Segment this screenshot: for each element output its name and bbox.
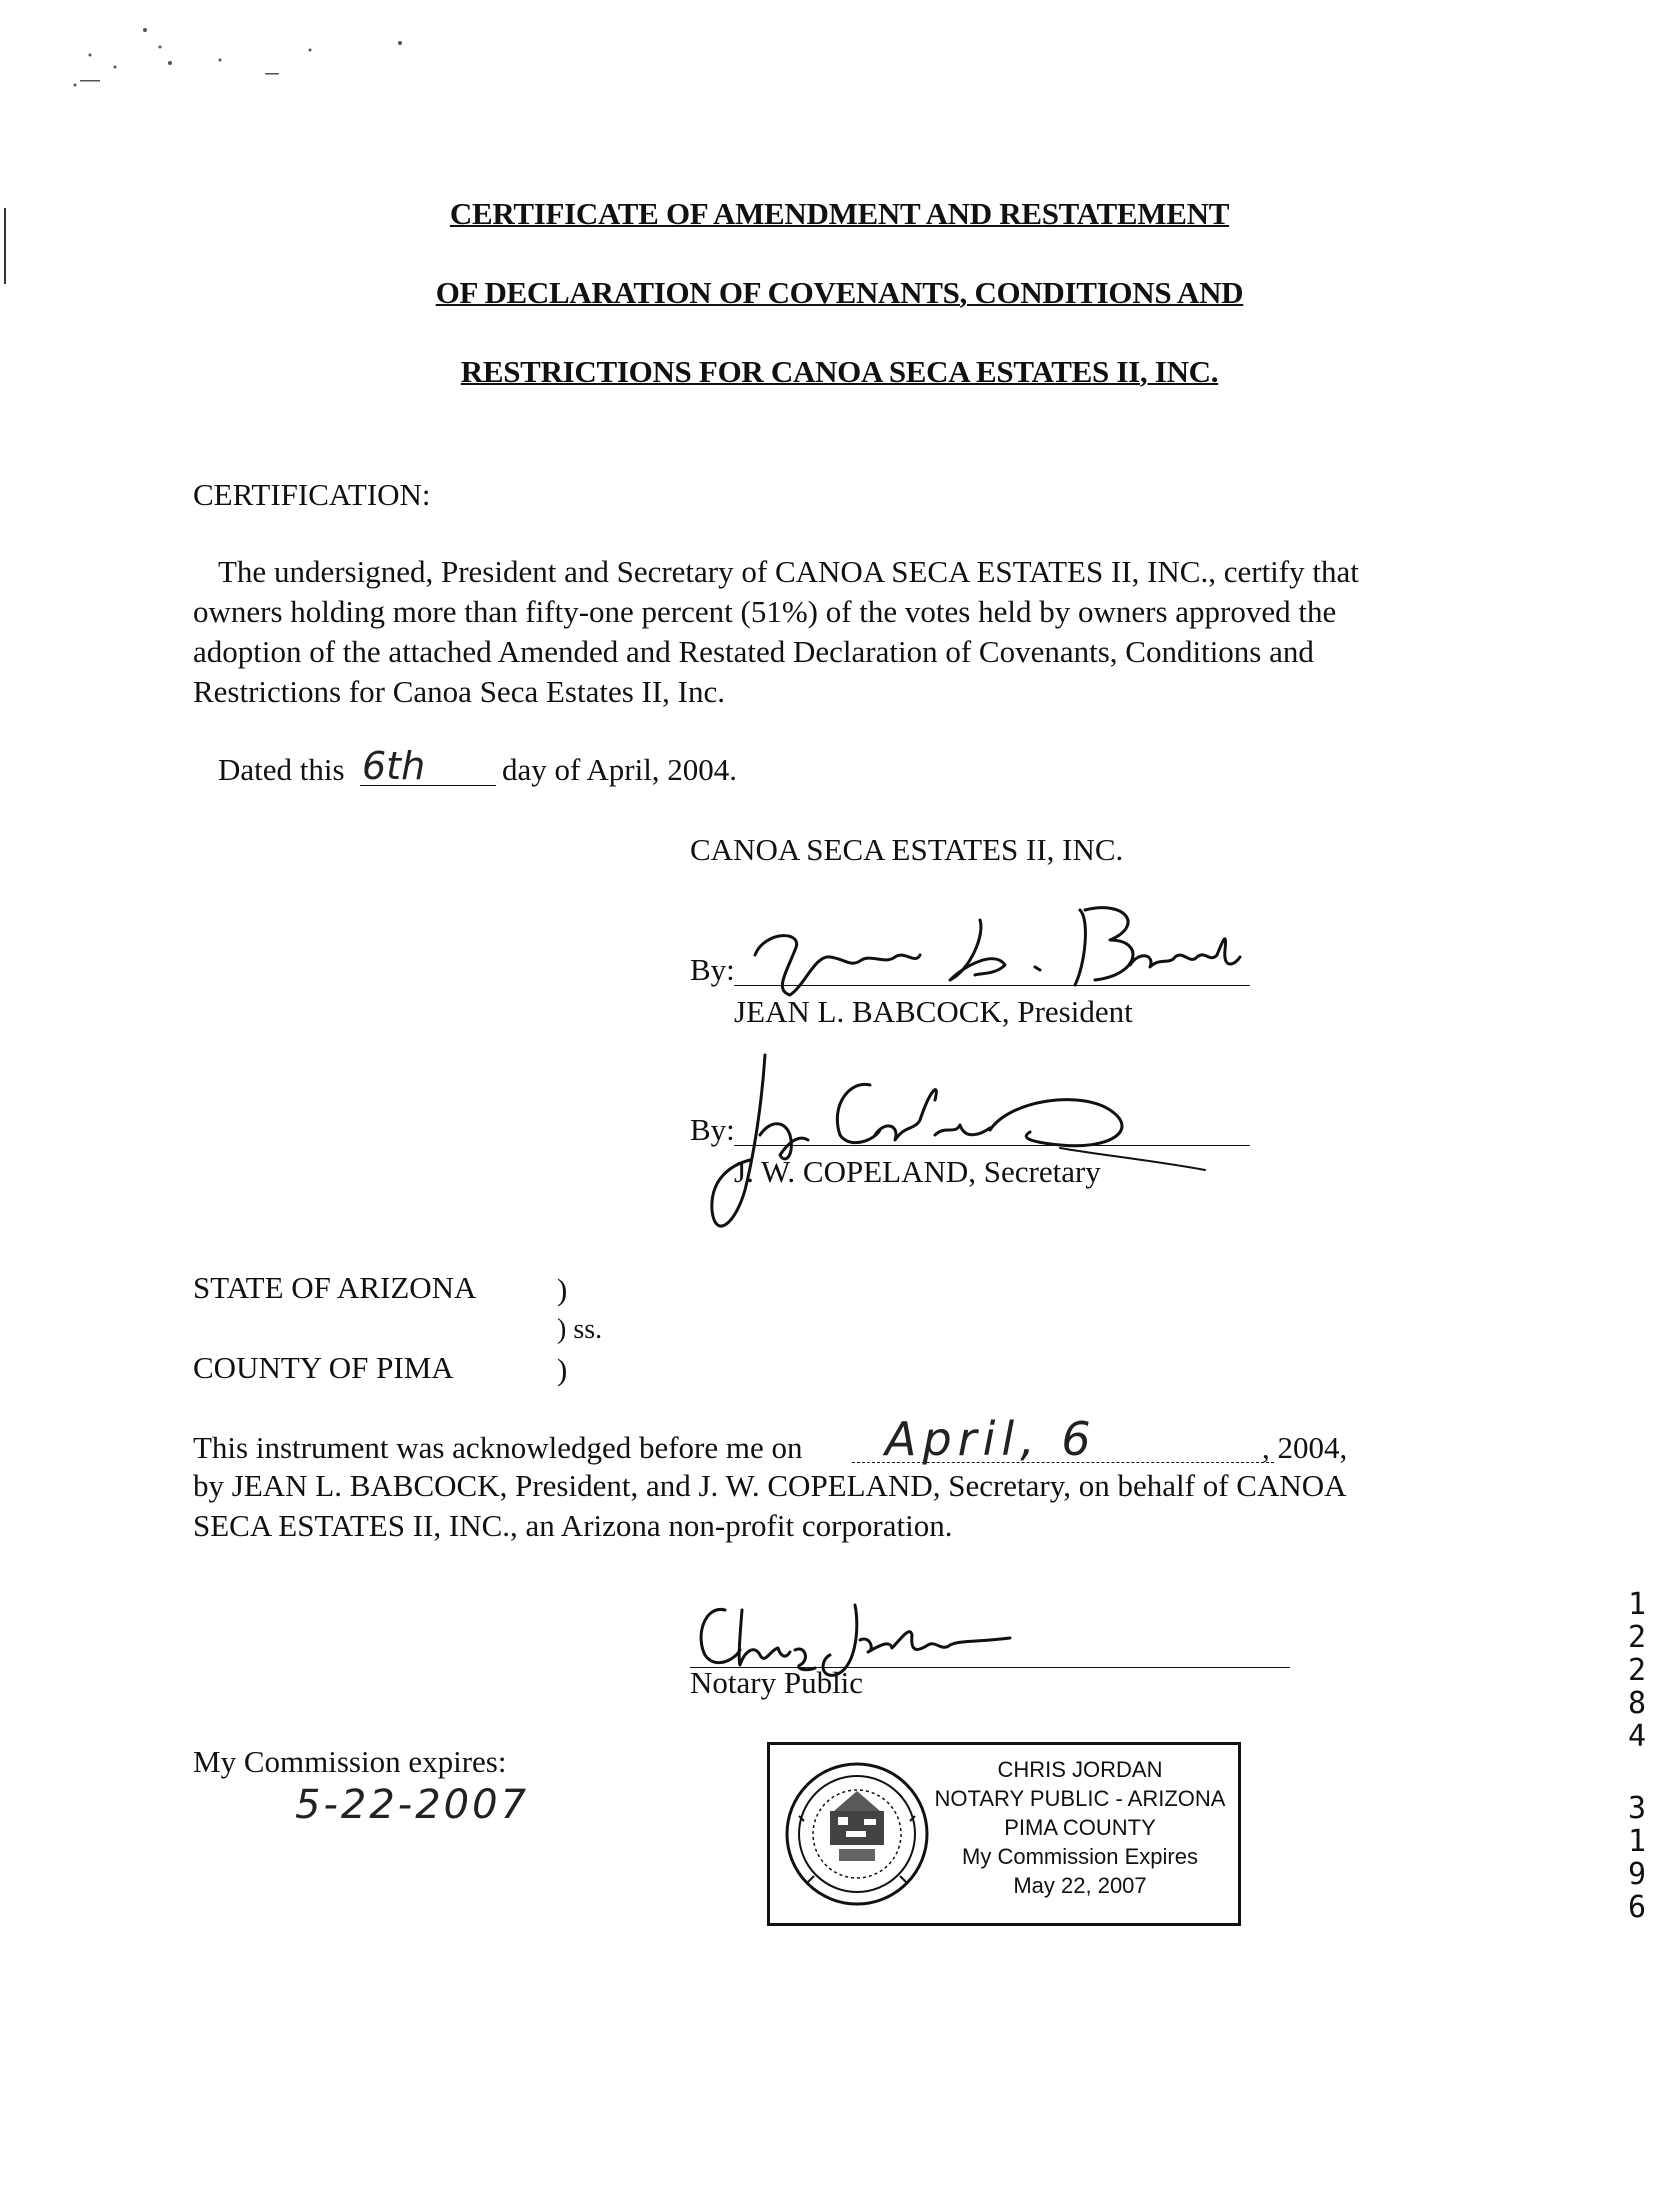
dated-day-handwritten: 6th [362,744,426,788]
marginal-digit: 2 [1627,1653,1647,1688]
corporation-name: CANOA SECA ESTATES II, INC. [690,832,1124,867]
marginal-digit: 8 [1627,1686,1647,1721]
certification-line-1: The undersigned, President and Secretary of CANOA SECA ESTATES II, INC., certify that [218,554,1359,589]
certification-line-4: Restrictions for Canoa Seca Estates II, Inc. [193,674,725,709]
secretary-by-label: By: [690,1112,735,1147]
acknowledgment-line-2: by JEAN L. BABCOCK, President, and J. W. COPELAND, Secretary, on behalf of CANOA [193,1468,1347,1503]
title-line-2: OF DECLARATION OF COVENANTS, CONDITIONS AND [435,275,1244,310]
acknowledgment-date-handwritten: April, 6 [885,1412,1097,1466]
marginal-digit: 1 [1627,1824,1647,1859]
marginal-digit: 6 [1627,1890,1647,1925]
president-name-title: JEAN L. BABCOCK, President [734,994,1133,1029]
marginal-digit: 4 [1627,1719,1647,1754]
arizona-seal-emblem [784,1761,930,1907]
acknowledgment-line-3: SECA ESTATES II, INC., an Arizona non-profit corporation. [193,1508,953,1543]
venue-paren-top: ) [557,1272,568,1307]
title-line-1: CERTIFICATE OF AMENDMENT AND RESTATEMENT [449,196,1230,231]
stamp-expires-label: My Commission Expires [962,1844,1198,1869]
venue-ss: ) ss. [557,1314,603,1345]
notary-label: Notary Public [690,1665,864,1700]
acknowledgment-year: , 2004, [1262,1430,1348,1465]
dated-suffix: day of April, 2004. [502,752,738,787]
marginal-number-bottom [1622,1792,1652,1924]
commission-date-handwritten: 5-22-2007 [295,1782,530,1828]
scan-specks [70,25,430,105]
title-line-3: RESTRICTIONS FOR CANOA SECA ESTATES II, INC. [460,354,1219,389]
certification-line-3: adoption of the attached Amended and Restated Declaration of Covenants, Conditions and [193,634,1314,669]
stamp-notary-name: CHRIS JORDAN [997,1757,1163,1782]
dated-prefix: Dated this [218,752,345,787]
secretary-name-title: J. W. COPELAND, Secretary [734,1154,1101,1189]
certification-line-2: owners holding more than fifty-one percent (51%) of the votes held by owners approved the [193,594,1337,629]
marginal-digit: 1 [1627,1587,1647,1622]
notary-stamp [767,1742,1241,1926]
stamp-county: PIMA COUNTY [1004,1815,1156,1840]
stamp-expires-date: May 22, 2007 [1013,1873,1147,1898]
president-by-label: By: [690,952,735,987]
certification-heading: CERTIFICATION: [193,477,431,512]
marginal-digit: 3 [1627,1791,1647,1826]
president-signature [735,895,1255,1005]
marginal-digit: 2 [1627,1620,1647,1655]
venue-paren-bottom: ) [557,1352,568,1387]
venue-county: COUNTY OF PIMA [193,1350,454,1385]
marginal-number-top [1622,1588,1652,1753]
acknowledgment-prefix: This instrument was acknowledged before me on [193,1430,803,1465]
commission-label: My Commission expires: [193,1744,507,1779]
stamp-notary-title: NOTARY PUBLIC - ARIZONA [934,1786,1226,1811]
secretary-signature [690,1040,1220,1255]
venue-state: STATE OF ARIZONA [193,1270,477,1305]
marginal-digit: 9 [1627,1857,1647,1892]
